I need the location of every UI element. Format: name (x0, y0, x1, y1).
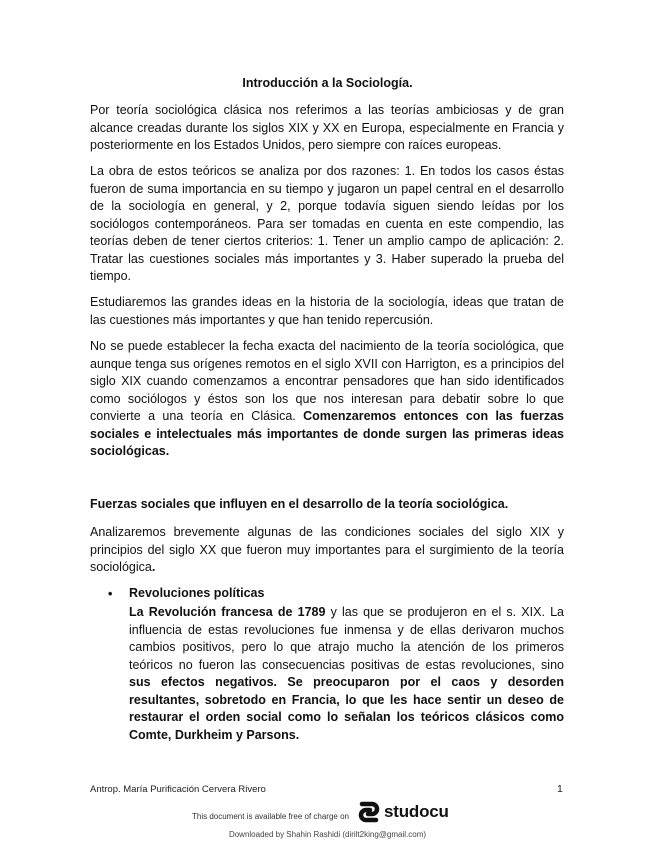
studocu-logo-icon (358, 801, 380, 823)
paragraph-2: La obra de estos teóricos se analiza por dos razones: 1. En todos los casos éstas fueron de suma importancia en su tiempo y jugaron un papel central en el desarrollo de la sociología en general, y 2, porque todavía siguen siendo leídas por los sociólogos contemporáneos. Para ser tomadas en cuenta en este compendio, las teorías deben de tener ciertos criterios: 1. Tener un amplio campo de aplicación: 2. Tratar las cuestiones sociales más importantes y 3. Haber superado la prueba del tiempo. (90, 164, 564, 283)
page-number: 1 (557, 783, 563, 795)
bullet-bold-1: La Revolución francesa de 1789 (129, 605, 326, 619)
document-title: Introducción a la Sociología. (242, 76, 413, 90)
paragraph-4-text: No se puede establecer la fecha exacta del nacimiento de la teoría sociológica, que aunque tenga sus orígenes remotos en el siglo XVII con Harrigton, es a principios del siglo XIX cuando comenzamos a encontrar pensadores que han sido identificados como sociólogos y éstos son los que nos interesan para debatir sobre lo que convierte a una teoría en Clásica. (90, 339, 564, 423)
paragraph-3: Estudiaremos las grandes ideas en la historia de la sociología, ideas que tratan de las cuestiones más importantes y que han tenido repercusión. (90, 295, 564, 327)
paragraph-4-bold: Comenzaremos entonces con las fuerzas sociales e intelectuales más importantes de donde surgen las primeras ideas sociológicas. (90, 409, 564, 458)
bullet-text: y las que se produjeron en el s. XIX. La influencia de estas revoluciones fue inmensa y de ellas derivaron muchos cambios positivos, pero lo que atrajo mucho la atención de los primeros teóricos no fueron las consecuencias positivas de estas revoluciones, sino (129, 605, 564, 672)
bullet-marker: • (108, 587, 113, 601)
studocu-logo-text: studocu (384, 802, 449, 821)
bullet-paragraph (129, 604, 564, 744)
bullet-title: Revoluciones políticas (129, 586, 265, 600)
download-note: Downloaded by Shahin Rashidi (dirilt2king@gmail.com) (228, 830, 427, 839)
footer-author: Antrop. María Purificación Cervera Rivero (90, 784, 266, 795)
paragraph-5-text: Analizaremos brevemente algunas de las condiciones sociales del siglo XIX y principios del siglo XX que fueron muy importantes para el surgimiento de la teoría sociológica (90, 525, 564, 574)
bullet-bold-2: sus efectos negativos. Se preocuparon por el caos y desorden resultantes, sobretodo en Francia, lo que les hace sentir un deseo de restaurar el orden social como lo señalan los teóricos clásicos como Comte, Durkheim y Parsons. (129, 675, 564, 742)
paragraph-4 (90, 338, 564, 461)
section-title: Fuerzas sociales que influyen en el desarrollo de la teoría sociológica. (90, 497, 509, 511)
paragraph-5-end: . (151, 560, 156, 574)
paragraph-5 (90, 524, 564, 577)
paragraph-1: Por teoría sociológica clásica nos referimos a las teorías ambiciosas y de gran alcance creadas durante los siglos XIX y XX en Europa, especialmente en Francia y posteriormente en los Estados Unidos, pero siempre con raíces europeas. (90, 103, 564, 152)
studocu-logo[interactable] (358, 801, 449, 823)
availability-note: This document is available free of charge on (192, 812, 349, 821)
